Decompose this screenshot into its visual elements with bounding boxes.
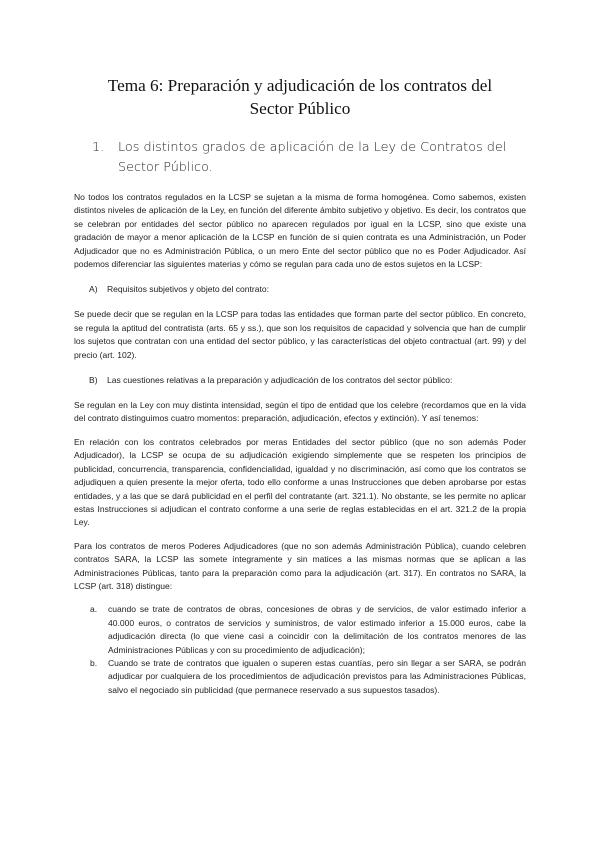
- list-item-text: Cuando se trate de contratos que igualen o superen estas cuantías, pero sin llegar a ser SARA, se podrán adjudicar por cualquiera de los procedimientos de adjudicación previstos para las Administraciones Públicas, salvo el negociado sin publicidad (que permanece reservado a sus supuestos tasados).: [108, 657, 526, 695]
- subheading-label: A): [89, 284, 98, 295]
- list-item: [74, 657, 526, 697]
- list-item-label: b.: [90, 657, 98, 668]
- paragraph-a: Se puede decir que se regulan en la LCSP para todas las entidades que forman parte del sector público. En concreto, se regula la aptitud del contratista (arts. 65 y ss.), que son los requisitos de capacidad y solvencia que han de cumplir los sujetos que contratan con una entidad del sector público, y las características del objeto contractual (art. 99) y del precio (art. 102).: [74, 309, 526, 360]
- subheading-text: Las cuestiones relativas a la preparación y adjudicación de los contratos del sector público:: [107, 375, 453, 386]
- section-heading-text: Los distintos grados de aplicación de la Ley de Contratos del Sector Público.: [118, 140, 507, 175]
- intro-paragraph: No todos los contratos regulados en la LCSP se sujetan a la misma de forma homogénea. Como sabemos, existen distintos niveles de aplicación de la Ley, en función del diferente ámbito subjetivo y objetivo. Es decir, los contratos que se celebran por entidades del sector público no aparecen regulados por igual en la LCSP, sino que existe una gradación de mayor a menor aplicación de la LCSP en función de si quien contrata es una Administración, un Poder Adjudicador que no es Administración Pública, o un mero Ente del sector público que no es Poder Adjudicador. Así podemos diferenciar las siguientes materias y cómo se regulan para cada uno de estos sujetos en la LCSP:: [74, 192, 526, 270]
- section-heading: [92, 138, 516, 178]
- subheading-label: B): [89, 375, 98, 386]
- subheading-a: [74, 283, 526, 296]
- conditions-list: [74, 603, 526, 697]
- list-item-text: cuando se trate de contratos de obras, concesiones de obras y de servicios, de valor estimado inferior a 40.000 euros, o contratos de servicios y suministros, de valor estimado inferior a 15.000 euros, cabe la adjudicación directa (lo que viene casi a coincidir con la delimitación de los contratos menores de las Administraciones Públicas y con su procedimiento de adjudicación);: [108, 604, 526, 655]
- paragraph-b1: Se regulan en la Ley con muy distinta intensidad, según el tipo de entidad que los celebre (recordamos que en la vida del contrato distinguimos cuatro momentos: preparación, adjudicación, efectos y extinción). Y así tenemos:: [74, 400, 526, 424]
- paragraph-b2: En relación con los contratos celebrados por meras Entidades del sector público (que no son además Poder Adjudicador), la LCSP se ocupa de su adjudicación exigiendo simplemente que se respeten los principios de publicidad, concurrencia, transparencia, confidencialidad, igualdad y no discriminación, así como que los contratos se adjudiquen a quien presente la mejor oferta, todo ello conforme a unas Instrucciones que deben aprobarse por estas entidades, y a las que se dará publicidad en el perfil del contratante (art. 321.1). No obstante, se les permite no aplicar estas Instrucciones si adjudican el contrato conforme a una serie de reglas establecidas en el art. 321.2 de la propia Ley.: [74, 436, 526, 528]
- section-number: 1.: [92, 140, 105, 155]
- document-title: Tema 6: Preparación y adjudicación de los contratos del Sector Público: [107, 76, 493, 118]
- subheading-text: Requisitos subjetivos y objeto del contrato:: [107, 284, 270, 295]
- subheading-b: [74, 374, 526, 387]
- paragraph-b3: Para los contratos de meros Poderes Adjudicadores (que no son además Administración Pública), cuando celebren contratos SARA, la LCSP las somete íntegramente y sin matices a las mismas normas que se aplican a las Administraciones Públicas, tanto para la preparación como para la adjudicación (art. 317). En contratos no SARA, la LCSP (art. 318) distingue:: [74, 540, 526, 591]
- list-item-label: a.: [90, 604, 98, 615]
- list-item: [74, 603, 526, 657]
- document-body: [74, 191, 526, 697]
